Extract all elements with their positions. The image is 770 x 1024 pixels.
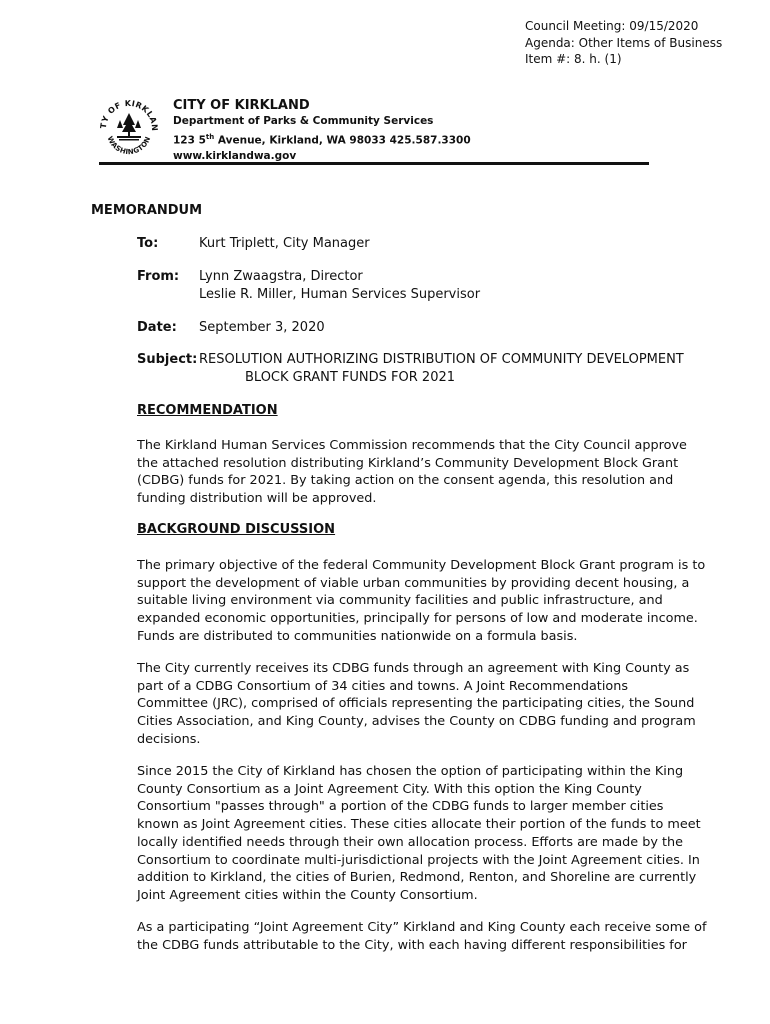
subject-line-1: RESOLUTION AUTHORIZING DISTRIBUTION OF COMMUNITY DEVELOPMENT bbox=[199, 352, 684, 367]
memo-title: MEMORANDUM bbox=[91, 203, 203, 218]
date-label: Date: bbox=[137, 320, 177, 335]
text-line: Funds are distributed to communities nationwide on a formula basis. bbox=[137, 628, 578, 644]
background-paragraph-3 bbox=[137, 763, 701, 905]
text-line: Joint Agreement cities within the County Consortium. bbox=[137, 887, 478, 903]
text-line: (CDBG) funds for 2021. By taking action on the consent agenda, this resolution and bbox=[137, 473, 674, 489]
text-line: Consortium "passes through" a portion of the CDBG funds to larger member cities bbox=[137, 799, 664, 815]
department-name: Department of Parks & Community Services bbox=[173, 115, 434, 127]
seal-tree-icon bbox=[117, 113, 141, 141]
text-line: Cities Association, and King County, advises the County on CDBG funding and program bbox=[137, 714, 696, 730]
meeting-header bbox=[525, 18, 722, 68]
background-heading: BACKGROUND DISCUSSION bbox=[137, 522, 336, 537]
background-paragraph-2 bbox=[137, 660, 696, 749]
text-line: The City currently receives its CDBG funds through an agreement with King County as bbox=[137, 661, 690, 676]
text-line: the attached resolution distributing Kirkland’s Community Development Block Grant bbox=[137, 455, 679, 471]
website-link[interactable]: www.kirklandwa.gov bbox=[173, 149, 297, 162]
text-line: County Consortium as a Joint Agreement City. With this option the King County bbox=[137, 781, 642, 797]
city-name: CITY OF KIRKLAND bbox=[173, 98, 310, 113]
address-number: 123 5 bbox=[173, 134, 206, 146]
text-line: expanded economic opportunities, principally for persons of low and moderate income. bbox=[137, 611, 698, 627]
organization-block bbox=[173, 97, 471, 164]
agenda-section: Agenda: Other Items of Business bbox=[525, 35, 723, 50]
item-number: Item #: 8. h. (1) bbox=[525, 52, 622, 66]
address-suffix: th bbox=[205, 132, 215, 141]
date-value: September 3, 2020 bbox=[199, 320, 325, 335]
seal-bottom-text: WASHINGTON bbox=[105, 135, 153, 157]
text-line: funding distribution will be approved. bbox=[137, 491, 377, 507]
text-line: Consortium to coordinate multi-jurisdictional projects with the Joint Agreement cities. In bbox=[137, 852, 700, 868]
text-line: As a participating “Joint Agreement City” Kirkland and King County each receive some of bbox=[137, 920, 707, 935]
subject-label: Subject: bbox=[137, 352, 198, 367]
text-line: known as Joint Agreement cities. These cities allocate their portion of the funds to meet bbox=[137, 817, 701, 833]
address-rest: Avenue, Kirkland, WA 98033 425.587.3300 bbox=[214, 134, 471, 146]
svg-text:WASHINGTON bbox=[106, 135, 153, 156]
background-paragraph-4 bbox=[137, 919, 707, 954]
city-seal-logo bbox=[98, 96, 160, 158]
text-line: the CDBG funds attributable to the City, with each having different responsibilities for bbox=[137, 937, 687, 953]
from-label: From: bbox=[137, 269, 180, 284]
text-line: support the development of viable urban communities by providing decent housing, a bbox=[137, 575, 690, 591]
text-line: The Kirkland Human Services Commission recommends that the City Council approve bbox=[137, 438, 687, 453]
text-line: addition to Kirkland, the cities of Burien, Redmond, Renton, and Shoreline are currently bbox=[137, 870, 697, 886]
recommendation-paragraph bbox=[137, 437, 687, 508]
header-divider bbox=[99, 162, 649, 165]
to-label: To: bbox=[137, 236, 159, 251]
text-line: decisions. bbox=[137, 731, 201, 747]
text-line: locally identified needs through their own allocation process. Efforts are made by the bbox=[137, 834, 683, 850]
text-line: The primary objective of the federal Community Development Block Grant program is to bbox=[137, 558, 706, 573]
seal-top-text: TY OF KIRKLAN bbox=[98, 98, 160, 132]
address bbox=[173, 130, 471, 149]
to-value: Kurt Triplett, City Manager bbox=[199, 236, 370, 251]
text-line: suitable living environment via community facilities and public infrastructure, and bbox=[137, 593, 663, 609]
meeting-date: Council Meeting: 09/15/2020 bbox=[525, 19, 699, 33]
recommendation-heading: RECOMMENDATION bbox=[137, 403, 278, 418]
from-line-1: Lynn Zwaagstra, Director bbox=[199, 269, 363, 284]
text-line: Since 2015 the City of Kirkland has chosen the option of participating within the King bbox=[137, 764, 684, 779]
text-line: Committee (JRC), comprised of officials representing the participating cities, the Sound bbox=[137, 696, 695, 712]
background-paragraph-1 bbox=[137, 557, 706, 646]
subject-line-2: BLOCK GRANT FUNDS FOR 2021 bbox=[245, 370, 456, 385]
from-line-2: Leslie R. Miller, Human Services Supervisor bbox=[199, 287, 481, 302]
text-line: part of a CDBG Consortium of 34 cities and towns. A Joint Recommendations bbox=[137, 678, 628, 694]
